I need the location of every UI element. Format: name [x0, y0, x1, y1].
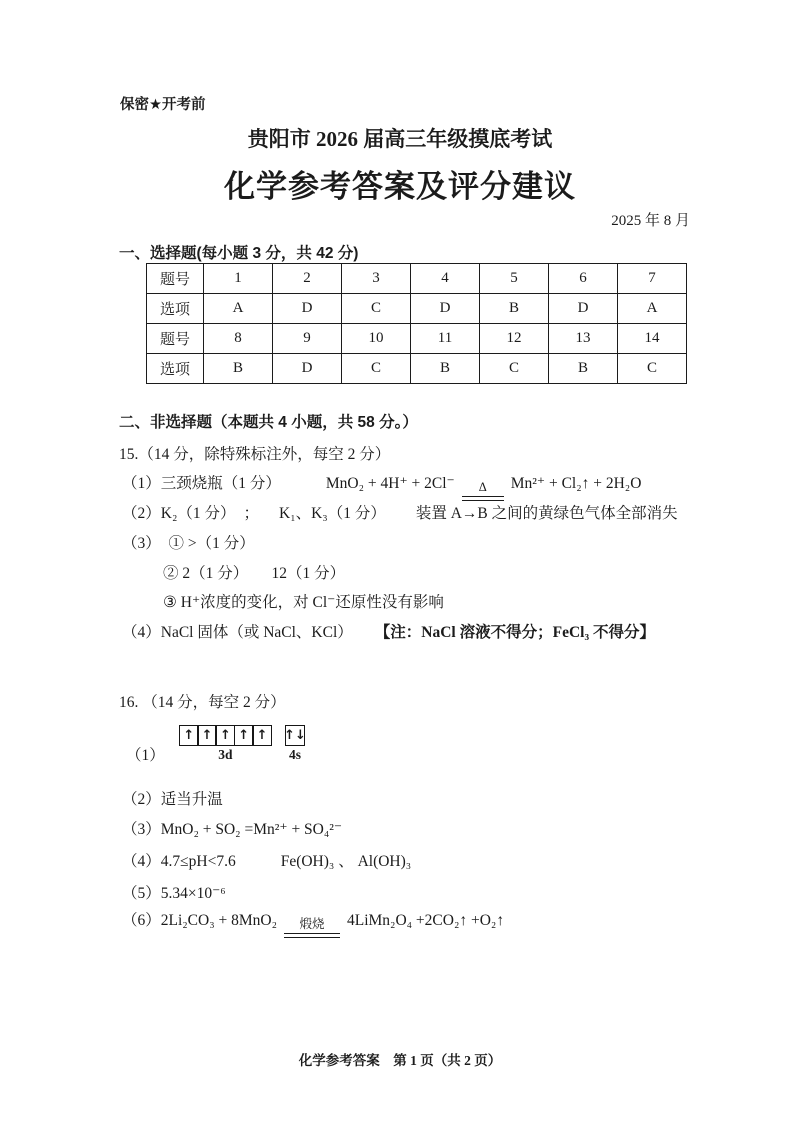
q15-item-3-sub2: ② 2（1 分） 12（1 分） — [163, 565, 346, 582]
q15-item-2-answer-b: K₁、K₃（1 分） — [279, 505, 386, 522]
q16-item-1-label: （1） — [126, 747, 165, 765]
row-header-cell: 题号 — [147, 264, 204, 294]
equation-rhs: Mn²⁺ + Cl₂↑ + 2H₂O — [510, 475, 642, 492]
question-number-cell: 10 — [342, 324, 411, 354]
date: 2025 年 8 月 — [611, 213, 690, 229]
row-header-cell: 选项 — [147, 294, 204, 324]
q15-item-2-answer-a: （2）K₂（1 分） — [122, 505, 236, 522]
q15-item-4-note: 【注：NaCl 溶液不得分；FeCl₃ 不得分】 — [374, 624, 655, 641]
question-number-cell: 9 — [273, 324, 342, 354]
q16-item-4-range: （4）4.7≤pH<7.6 — [122, 853, 236, 870]
q15-title: 15.（14 分，除特殊标注外，每空 2 分） — [119, 446, 391, 463]
orbital-box: ↑↓ — [285, 725, 305, 746]
orbital-box: ↑ — [215, 725, 235, 746]
question-number-cell: 11 — [411, 324, 480, 354]
document-title: 化学参考答案及评分建议 — [224, 169, 576, 204]
exam-title: 贵阳市 2026 届高三年级摸底考试 — [247, 127, 553, 151]
orbital-4s-group — [285, 725, 305, 763]
question-number-cell: 14 — [618, 324, 687, 354]
q15-item-3-sub1: （3） ① >（1 分） — [122, 535, 255, 552]
reaction-condition-delta: Δ — [478, 480, 487, 494]
orbital-label-4s: 4s — [289, 747, 302, 762]
q15-equation — [326, 474, 642, 501]
q15-item-3-sub3: ③ H⁺浓度的变化，对 Cl⁻还原性没有影响 — [163, 594, 444, 611]
question-number-cell: 2 — [273, 264, 342, 294]
reaction-condition-calcine: 煅烧 — [299, 917, 325, 931]
table-row — [147, 264, 687, 294]
q16-item-3: （3）MnO₂ + SO₂ =Mn²⁺ + SO₄²⁻ — [122, 821, 343, 838]
answer-cell: B — [480, 294, 549, 324]
reaction-arrow — [284, 918, 340, 938]
orbital-3d-group — [179, 725, 272, 763]
table-row — [147, 294, 687, 324]
question-number-cell: 4 — [411, 264, 480, 294]
q16-item-4 — [122, 849, 411, 871]
answer-cell: D — [549, 294, 618, 324]
double-bond-line — [284, 933, 340, 938]
row-header-cell: 选项 — [147, 354, 204, 384]
question-number-cell: 8 — [204, 324, 273, 354]
q16-title: 16. （14 分，每空 2 分） — [119, 694, 286, 711]
orbital-label-3d: 3d — [218, 747, 233, 762]
q16-item-6 — [122, 908, 504, 938]
answer-cell: C — [480, 354, 549, 384]
table-row — [147, 324, 687, 354]
q16-equation — [122, 912, 504, 929]
question-number-cell: 12 — [480, 324, 549, 354]
question-number-cell: 7 — [618, 264, 687, 294]
question-number-cell: 1 — [204, 264, 273, 294]
question-number-cell: 13 — [549, 324, 618, 354]
q16-item-2: （2）适当升温 — [122, 791, 223, 808]
answer-cell: A — [204, 294, 273, 324]
answer-cell: C — [618, 354, 687, 384]
q15-item-4-answer: （4）NaCl 固体（或 NaCl、KCl） — [122, 624, 353, 641]
q15-item-1-label: （1）三颈烧瓶（1 分） — [122, 475, 281, 492]
separator: ； — [243, 505, 259, 522]
table-row — [147, 354, 687, 384]
security-mark: 保密★开考前 — [120, 97, 206, 113]
answer-cell: D — [411, 294, 480, 324]
orbital-3d-boxes — [179, 725, 272, 746]
answer-cell: A — [618, 294, 687, 324]
q16-item-5: （5）5.34×10⁻⁶ — [122, 885, 226, 902]
orbital-box: ↑ — [234, 725, 254, 746]
answer-table — [146, 263, 687, 384]
equation-rhs: 4LiMn₂O₄ +2CO₂↑ +O₂↑ — [347, 912, 505, 929]
q15-item-2 — [122, 501, 678, 523]
orbital-box: ↑ — [179, 725, 199, 746]
page-footer: 化学参考答案 第 1 页（共 2 页） — [298, 1053, 502, 1068]
reaction-arrow — [462, 481, 504, 501]
orbital-4s-boxes — [285, 725, 305, 746]
answer-cell: C — [342, 294, 411, 324]
q15-item-1 — [122, 471, 641, 501]
answer-cell: B — [549, 354, 618, 384]
q16-item-4-precipitates: Fe(OH)₃ 、 Al(OH)₃ — [280, 853, 412, 870]
answer-cell: B — [411, 354, 480, 384]
row-header-cell: 题号 — [147, 324, 204, 354]
question-number-cell: 5 — [480, 264, 549, 294]
q15-item-4 — [122, 620, 655, 642]
double-bond-line — [462, 496, 504, 501]
answer-cell: D — [273, 294, 342, 324]
orbital-box: ↑ — [252, 725, 272, 746]
answer-cell: D — [273, 354, 342, 384]
orbital-diagram — [126, 725, 305, 763]
answer-cell: C — [342, 354, 411, 384]
equation-lhs: （6）2Li₂CO₃ + 8MnO₂ — [122, 912, 277, 929]
question-number-cell: 3 — [342, 264, 411, 294]
question-number-cell: 6 — [549, 264, 618, 294]
section-heading-choice: 一、选择题(每小题 3 分，共 42 分) — [119, 245, 359, 262]
orbital-box: ↑ — [197, 725, 217, 746]
answer-cell: B — [204, 354, 273, 384]
equation-lhs: MnO₂ + 4H⁺ + 2Cl⁻ — [325, 475, 455, 492]
section-heading-non-choice: 二、非选择题（本题共 4 小题，共 58 分。） — [119, 414, 418, 431]
q15-item-2-answer-c: 装置 A→B 之间的黄绿色气体全部消失 — [415, 505, 678, 522]
